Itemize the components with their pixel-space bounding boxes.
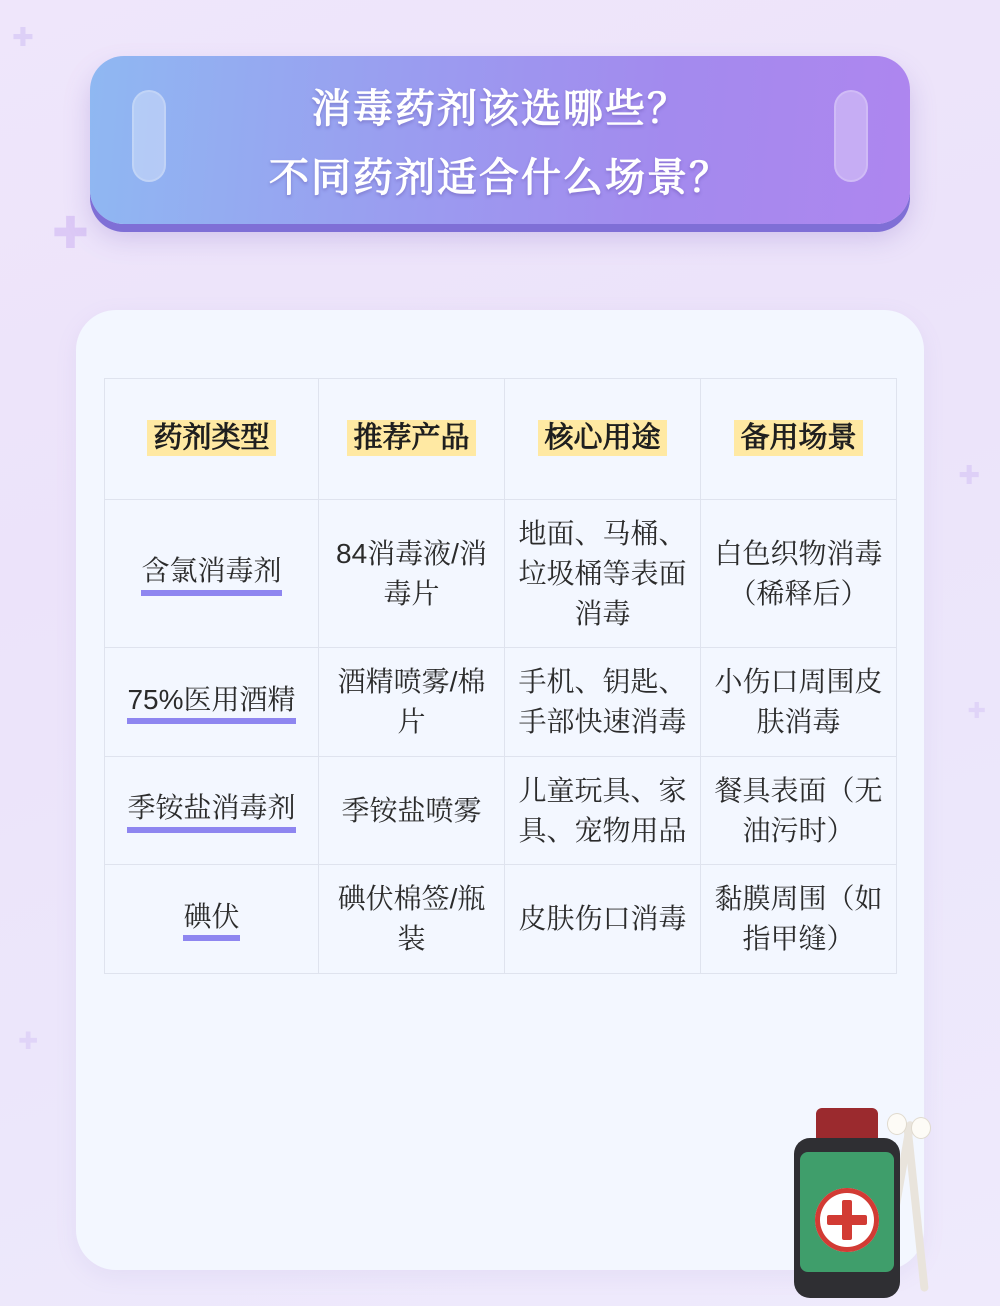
cell-product: 季铵盐喷雾	[319, 756, 505, 865]
column-header-use: 核心用途	[505, 379, 701, 500]
bottle-cap-icon	[816, 1108, 878, 1142]
cell-backup: 餐具表面（无油污时）	[701, 756, 897, 865]
header-banner	[90, 56, 910, 224]
table-row	[105, 865, 897, 974]
cell-type: 季铵盐消毒剂	[105, 756, 319, 865]
sparkle-icon: ✚	[18, 1028, 39, 1055]
cell-backup: 黏膜周围（如指甲缝）	[701, 865, 897, 974]
cell-use: 地面、马桶、垃圾桶等表面消毒	[505, 500, 701, 648]
cell-product: 碘伏棉签/瓶装	[319, 865, 505, 974]
page-title-line2: 不同药剂适合什么场景？	[269, 156, 731, 200]
table-header-row	[105, 379, 897, 500]
column-header-type: 药剂类型	[105, 379, 319, 500]
sparkle-icon: ✚	[52, 209, 89, 258]
table-row	[105, 648, 897, 757]
capsule-decoration-right	[834, 90, 868, 182]
cotton-swab-icon	[903, 1124, 929, 1292]
sparkle-icon: ✚	[12, 22, 34, 52]
column-header-backup: 备用场景	[701, 379, 897, 500]
disinfectant-table	[104, 378, 897, 974]
column-header-product: 推荐产品	[319, 379, 505, 500]
cell-use: 儿童玩具、家具、宠物用品	[505, 756, 701, 865]
disinfectant-bottle-icon	[788, 1108, 938, 1298]
sparkle-icon: ✚	[967, 698, 986, 723]
table-row	[105, 500, 897, 648]
cell-type: 75%医用酒精	[105, 648, 319, 757]
table-row	[105, 756, 897, 865]
cotton-swab-tip-icon	[888, 1114, 906, 1134]
cell-backup: 小伤口周围皮肤消毒	[701, 648, 897, 757]
cell-type: 碘伏	[105, 865, 319, 974]
sparkle-icon: ✚	[958, 460, 980, 490]
cell-backup: 白色织物消毒（稀释后）	[701, 500, 897, 648]
cotton-swab-tip-icon	[912, 1118, 930, 1138]
cross-horizontal-icon	[827, 1215, 867, 1225]
page-title-line1: 消毒药剂该选哪些？	[311, 87, 689, 131]
cell-product: 84消毒液/消毒片	[319, 500, 505, 648]
cell-use: 手机、钥匙、手部快速消毒	[505, 648, 701, 757]
cell-use: 皮肤伤口消毒	[505, 865, 701, 974]
cell-type: 含氯消毒剂	[105, 500, 319, 648]
capsule-decoration-left	[132, 90, 166, 182]
cell-product: 酒精喷雾/棉片	[319, 648, 505, 757]
